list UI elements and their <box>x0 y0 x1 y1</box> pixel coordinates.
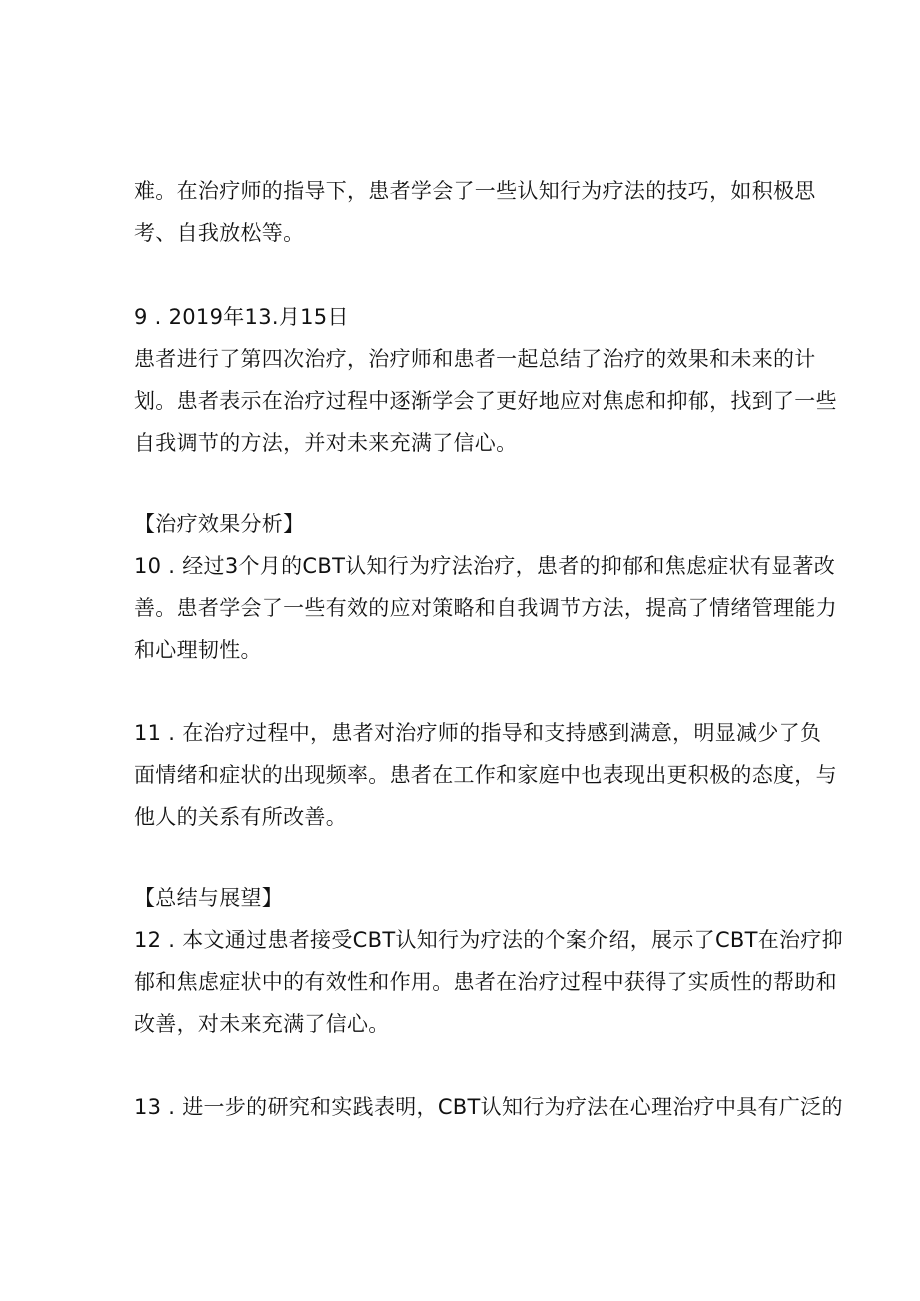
text-line: 患者进行了第四次治疗，治疗师和患者一起总结了治疗的效果和未来的计 <box>134 347 816 371</box>
text-line: 面情绪和症状的出现频率。患者在工作和家庭中也表现出更积极的态度，与 <box>134 763 837 787</box>
section-heading-summary-outlook: 【总结与展望】 <box>134 886 284 910</box>
text-line: 划。患者表示在治疗过程中逐渐学会了更好地应对焦虑和抑郁，找到了一些 <box>134 389 837 413</box>
section-heading-effect-analysis: 【治疗效果分析】 <box>134 512 305 536</box>
text-line: 他人的关系有所改善。 <box>134 805 347 829</box>
text-line: 自我调节的方法，并对未来充满了信心。 <box>134 431 518 455</box>
text-line: 和心理韧性。 <box>134 638 262 662</box>
text-line: 考、自我放松等。 <box>134 221 305 245</box>
text-line: 难。在治疗师的指导下，患者学会了一些认知行为疗法的技巧，如积极思 <box>134 179 816 203</box>
text-line: 12 . 本文通过患者接受CBT认知行为疗法的个案介绍，展示了CBT在治疗抑 <box>134 928 843 952</box>
text-line: 13 . 进一步的研究和实践表明，CBT认知行为疗法在心理治疗中具有广泛的 <box>134 1095 843 1119</box>
text-line: 改善，对未来充满了信心。 <box>134 1012 390 1036</box>
date-entry-line: 9 . 2019年13.月15日 <box>134 305 349 329</box>
text-line: 郁和焦虑症状中的有效性和作用。患者在治疗过程中获得了实质性的帮助和 <box>134 970 837 994</box>
text-line: 善。患者学会了一些有效的应对策略和自我调节方法，提高了情绪管理能力 <box>134 596 837 620</box>
text-line: 10 . 经过3个月的CBT认知行为疗法治疗，患者的抑郁和焦虑症状有显著改 <box>134 554 836 578</box>
text-line: 11 . 在治疗过程中，患者对治疗师的指导和支持感到满意，明显减少了负 <box>134 721 822 745</box>
